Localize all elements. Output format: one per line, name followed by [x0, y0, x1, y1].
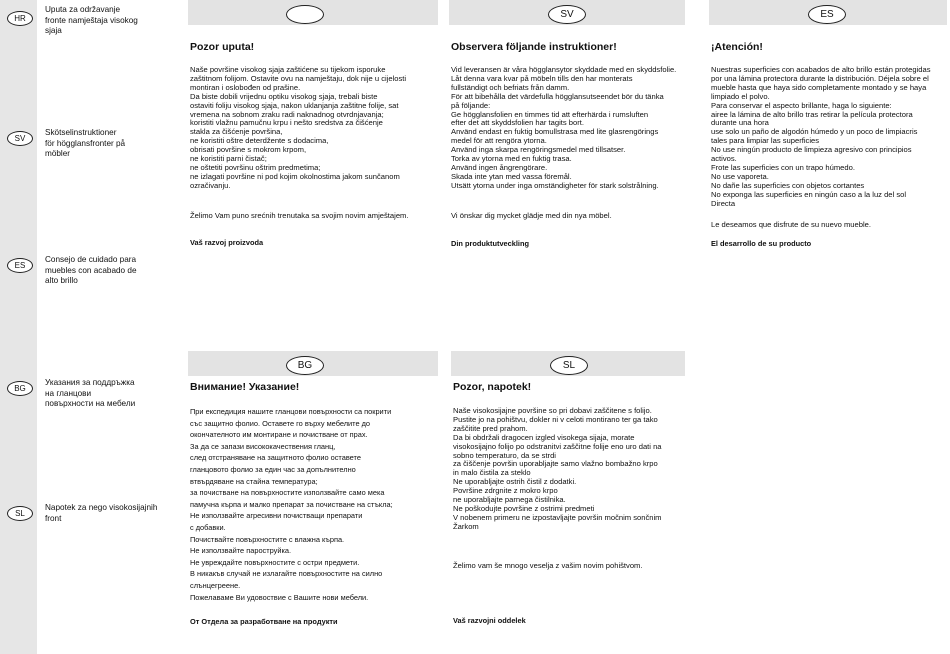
section-title: Pozor uputa! [190, 41, 255, 53]
section-sv [449, 0, 685, 260]
section-hr [188, 0, 438, 260]
section-signature: El desarrollo de su producto [711, 239, 812, 248]
lang-badge-es: ES [7, 258, 33, 273]
lang-label-sv: Skötselinstruktioner för högglansfronter på möbler [45, 128, 126, 159]
lang-label-sl: Napotek za nego visokosijajnih front [45, 503, 158, 523]
lang-badge-sv: SV [7, 131, 33, 146]
section-closing: Le deseamos que disfrute de su nuevo mueble. [711, 220, 871, 229]
lang-badge-sl: SL [7, 506, 33, 521]
lang-label-bg: Указания за поддръжка на гланцови повърхности на мебели [45, 378, 136, 409]
section-title: Pozor, napotek! [453, 381, 532, 393]
lang-label-hr: Uputa za održavanje fronte namještaja visokog sjaja [45, 5, 138, 36]
section-signature: Vaš razvoj proizvoda [190, 238, 264, 247]
section-signature: От Отдела за разработване на продукти [190, 617, 338, 626]
section-es [709, 0, 947, 260]
lang-label-es: Consejo de cuidado para muebles con acabado de alto brillo [45, 255, 137, 286]
section-closing: Vi önskar dig mycket glädje med din nya möbel. [451, 211, 612, 220]
section-body: Naše visokosijajne površine so pri dobavi zaščitene s folijo. Pustite jo na pohištvu, dokler ni v celoti montirano ter ga tako zaščitite pred prahom. Da bi obdržali dragocen izgled visokega sijaja, morate visokosijajno folijo po odstranitvi zaščitne folije eno uro dati na sobno temperaturo, da se strdi za čiščenje površin uporabljajte samo vlažno bombažno krpo in malo čistila za steklo Ne uporabljajte ostrih čistil z dodatki. Površine zdrgnite z mokro krpo ne uporabljajte parnega čistilnika. Ne poškodujte površine z ostrimi predmeti V nobenem primeru ne izpostavljajte površin močnim sončnim Žarkom [453, 406, 662, 531]
sidebar-strip [0, 0, 37, 654]
section-body: При експедиция нашите гланцови повърхности са покрити със защитно фолио. Оставете го върху мебелите до окончателното им монтиране и почистване от прах. За да се запази висококачествения гланц, след отстраняване на защитното фолио оставете гланцовото фолио за един час за допълнително втвърдяване на стайна температура; за почистване на повърхностите използвайте само мека памучна кърпа и малко препарат за почистване на стъкла; Не използвайте агресивни почистващи препарати с добавки. Почиствайте повърхностите с влажна кърпа. Не използвайте пароструйка. Не увреждайте повърхностите с остри предмети. В никакъв случай не излагайте повърхностите на силно слънцегреене. Пожелаваме Ви удовоствие с Вашите нови мебели. [190, 407, 393, 602]
section-signature: Din produktutveckling [451, 239, 530, 248]
section-title: Observera följande instruktioner! [451, 41, 617, 53]
section-body: Naše površine visokog sjaja zaštićene su tijekom isporuke zaštitnom folijom. Ostavite ovu na namještaju, dok nije u cijelosti montiran i oslobođen od prašine. Da biste dobili vrijednu optiku visokog sjaja, trebali biste ostaviti foliju visokog sjaja, nakon uklanjanja zaštitne folije, sat vremena na sobnom zraku radi naknadnog otvrdnjavanja; koristiti vlažnu pamučnu krpu i nešto sredstva za čišćenje stakla za čišćenje površina, ne koristiti oštre deterdžente s dodacima, obrisati površine s mokrom krpom, ne koristiti parni čistač; ne oštetiti površinu oštrim predmetima; ne izlagati površine ni pod kojim okolnostima jakom sunčanom ozračivanju. [190, 65, 407, 190]
language-badge: ES [808, 5, 846, 24]
language-badge: SL [550, 356, 588, 375]
section-title: ¡Atención! [711, 41, 763, 53]
language-badge: SV [548, 5, 586, 24]
lang-badge-hr: HR [7, 11, 33, 26]
section-closing: Želimo Vam puno srećnih trenutaka sa svojim novim amještajem. [190, 211, 409, 220]
section-signature: Vaš razvojni oddelek [453, 616, 526, 625]
section-title: Внимание! Указание! [190, 381, 300, 393]
section-bg [188, 351, 438, 641]
language-badge [286, 5, 324, 24]
section-closing: Želimo vam še mnogo veselja z vašim novim pohištvom. [453, 561, 643, 570]
lang-badge-bg: BG [7, 381, 33, 396]
section-body: Vid leveransen är våra högglansytor skyddade med en skyddsfolie. Låt denna vara kvar på möbeln tills den har monterats fullständigt och befriats från damm. För att bibehålla det värdefulla högglansutseendet bör du tänka på följande: Ge högglansfolien en timmes tid att efterhärda i rumsluften efter det att skyddsfolien har tagits bort. Använd endast en fuktig bomullstrasa med lite glasrengörings medel för att rengöra ytorna. Använd inga skarpa rengöringsmedel med tillsatser. Torka av ytorna med en fuktig trasa. Använd ingen ångrengörare. Skada inte ytan med vassa föremål. Utsätt ytorna under inga omständigheter för stark solstrålning. [451, 65, 677, 190]
language-badge: BG [286, 356, 324, 375]
section-sl [451, 351, 685, 641]
section-body: Nuestras superficies con acabados de alto brillo están protegidas por una lámina protectora durante la distribución. Déjela sobre el mueble hasta que haya sido completamente montado y se haya limpiado el polvo. Para conservar el aspecto brillante, haga lo siguiente: airee la lámina de alto brillo tras retirar la película protectora durante una hora use solo un paño de algodón húmedo y un poco de limpiacris tales para limpiar las superficies No use ningún producto de limpieza agresivo con principios activos. Frote las superficies con un trapo húmedo. No use vaporeta. No dañe las superficies con objetos cortantes No exponga las superficies en ningún caso a la luz del sol Directa [711, 65, 931, 208]
